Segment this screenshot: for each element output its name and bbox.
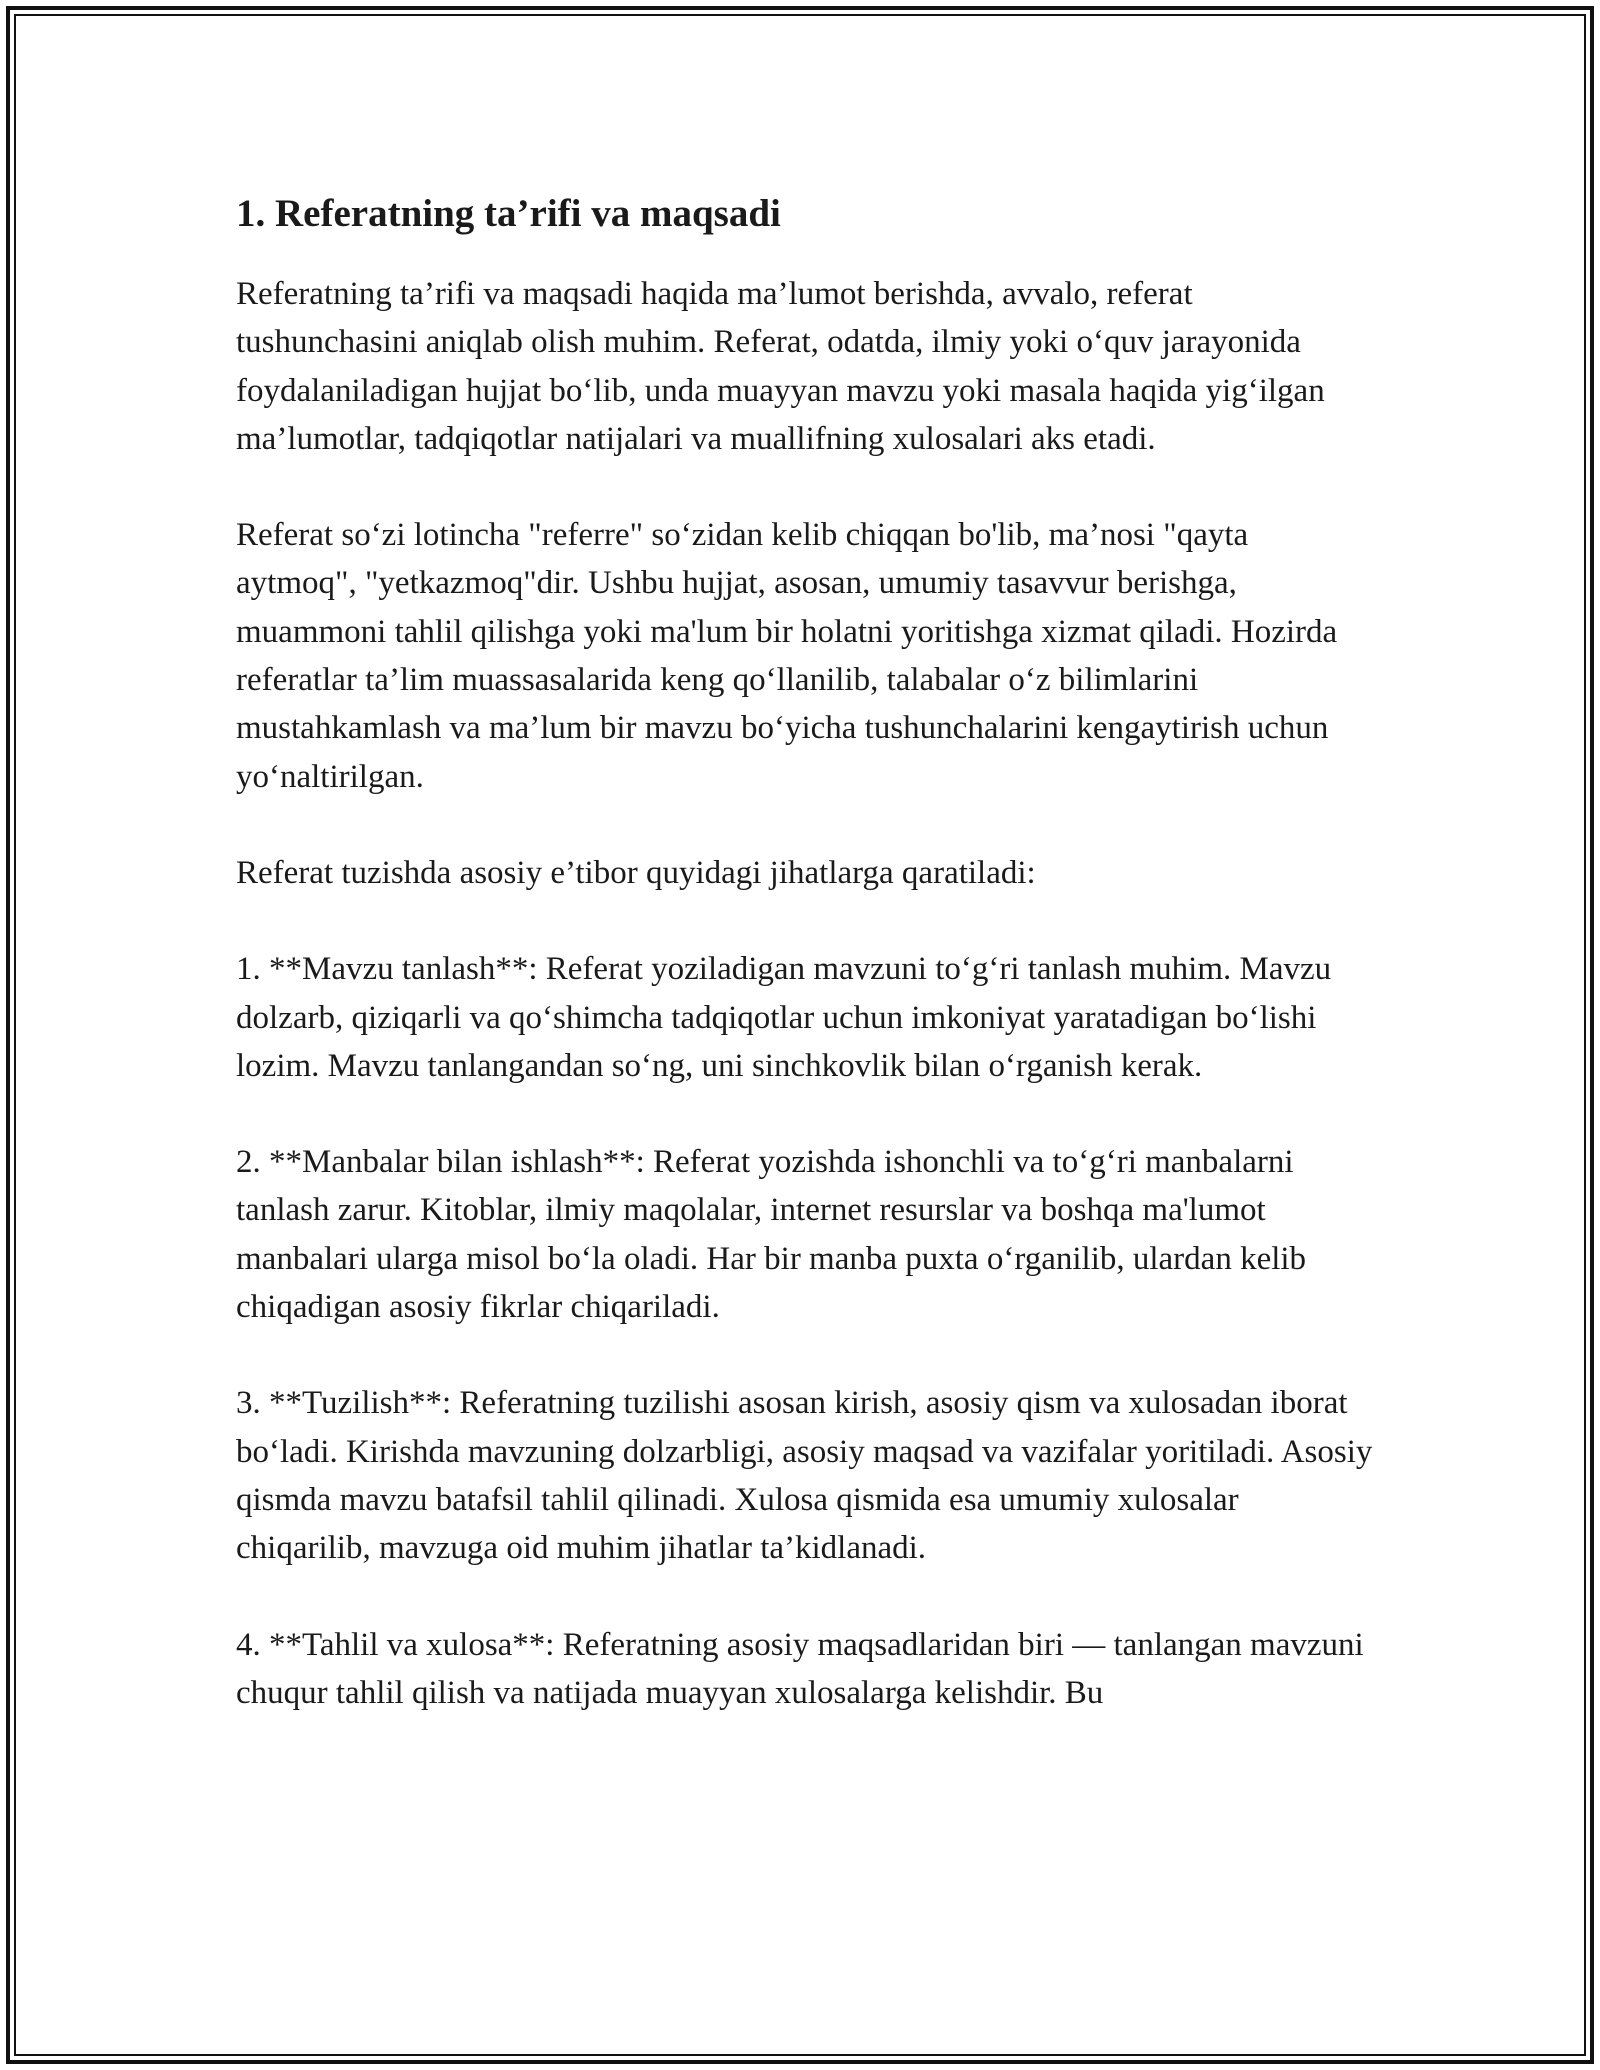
paragraph-definition: Referatning ta’rifi va maqsadi haqida ma’lumot berishda, avvalo, referat tushunchasini aniqlab olish muhim. Referat, odatda, ilmiy yoki o‘quv jarayonida foydalaniladigan hujjat bo‘lib, unda muayyan mavzu yoki masala haqida yig‘ilgan ma’lumotlar, tadqiqotlar natijalari va muallifning xulosalari aks etadi.: [236, 276, 1325, 457]
paragraph-etymology: Referat so‘zi lotincha "referre" so‘zidan kelib chiqqan bo'lib, ma’nosi "qayta aytmoq", "yetkazmoq"dir. Ushbu hujjat, asosan, umumiy tasavvur berishga, muammoni tahlil qilishga yoki ma'lum bir holatni yoritishga xizmat qiladi. Hozirda referatlar ta’lim muassasalarida keng qo‘llanilib, talabalar o‘z bilimlarini mustahkamlash va ma’lum bir mavzu bo‘yicha tushunchalarini kengaytirish uchun yo‘naltirilgan.: [236, 517, 1338, 795]
list-item-analysis: 4. **Tahlil va xulosa**: Referatning asosiy maqsadlaridan biri — tanlangan mavzuni chuqur tahlil qilish va natijada muayyan xulosalarga kelishdir. Bu: [236, 1626, 1364, 1711]
list-item-structure: 3. **Tuzilish**: Referatning tuzilishi asosan kirish, asosiy qism va xulosadan iborat bo‘ladi. Kirishda mavzuning dolzarbligi, asosiy maqsad va vazifalar yoritiladi. Asosiy qismda mavzu batafsil tahlil qilinadi. Xulosa qismida esa umumiy xulosalar chiqarilib, mavzuga oid muhim jihatlar ta’kidlanadi.: [236, 1385, 1373, 1567]
list-item-topic-selection: 1. **Mavzu tanlash**: Referat yoziladigan mavzuni to‘g‘ri tanlash muhim. Mavzu dolzarb, qiziqarli va qo‘shimcha tadqiqotlar uchun imkoniyat yaratadigan bo‘lishi lozim. Mavzu tanlangandan so‘ng, uni sinchkovlik bilan o‘rganish kerak.: [236, 951, 1332, 1084]
section-heading: 1. Referatning ta’rifi va maqsadi: [236, 192, 781, 235]
list-item-sources: 2. **Manbalar bilan ishlash**: Referat yozishda ishonchli va to‘g‘ri manbalarni tanlash zarur. Kitoblar, ilmiy maqolalar, internet resurslar va boshqa ma'lumot manbalari ularga misol bo‘la oladi. Har bir manba puxta o‘rganilib, ulardan kelib chiqadigan asosiy fikrlar chiqariladi.: [236, 1144, 1307, 1326]
document-body: [236, 184, 1376, 1717]
paragraph-aspects-intro: Referat tuzishda asosiy e’tibor quyidagi jihatlarga qaratiladi:: [236, 854, 1036, 891]
